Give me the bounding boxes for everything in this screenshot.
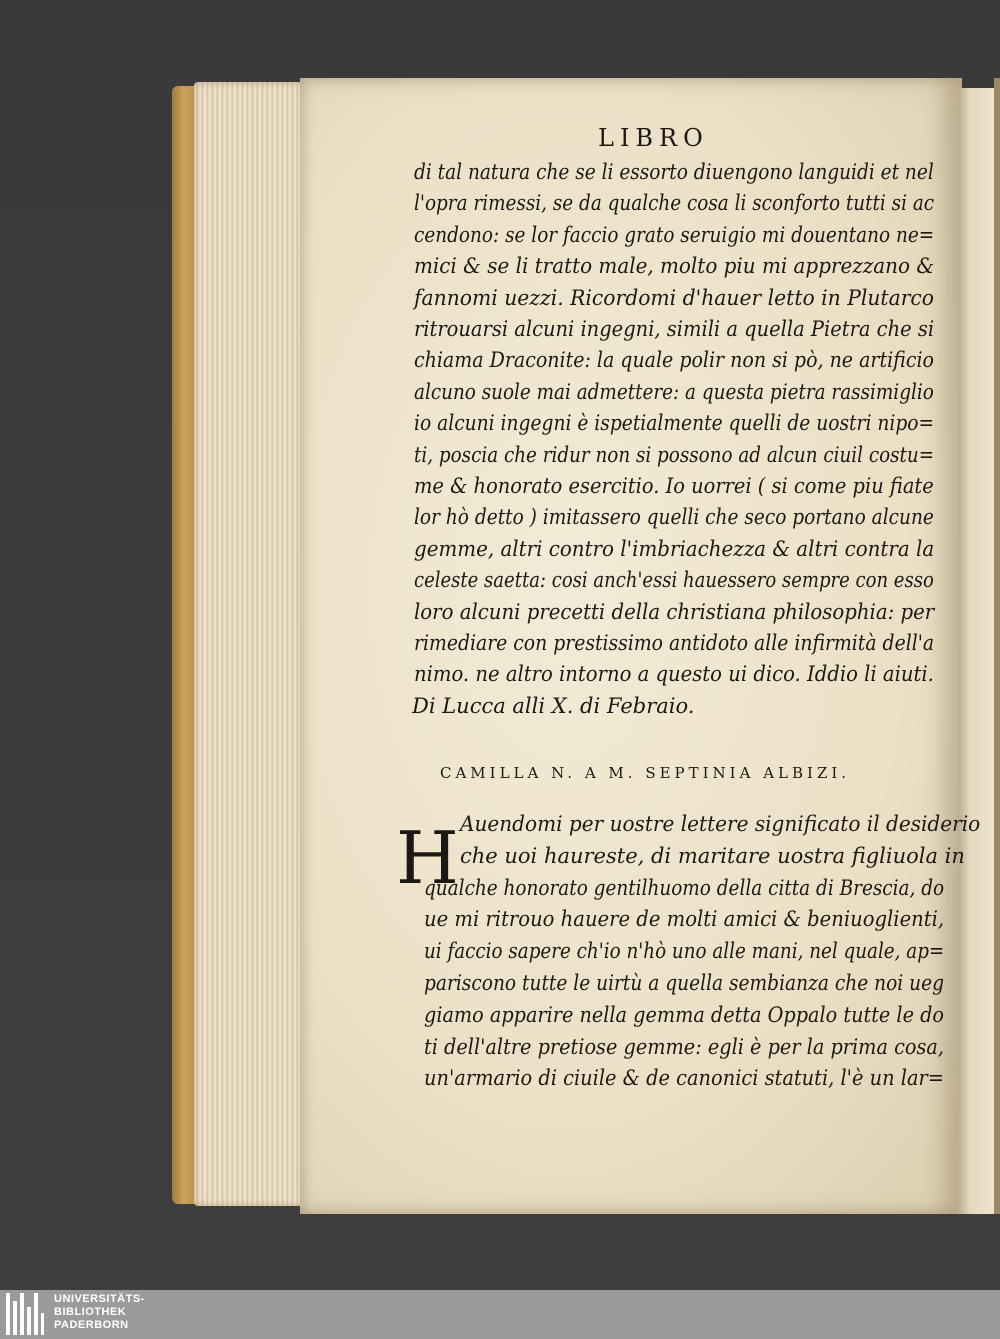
text-line: fannomi uezzi. Ricordomi d'hauer letto in Plutarco xyxy=(414,285,935,310)
library-name-line2: BIBLIOTHEK xyxy=(54,1306,127,1318)
running-head: LIBRO xyxy=(598,124,709,152)
text-line: celeste saetta: cosi anch'essi hauessero sempre con esso xyxy=(414,568,934,593)
book-cover-right xyxy=(994,78,1000,1214)
text-line: che uoi haureste, di maritare uostra figliuola in xyxy=(460,843,965,868)
library-footer-bar xyxy=(0,1290,1000,1339)
text-line: rimediare con prestissimo antidoto alle infirmità dell'a xyxy=(414,631,935,655)
text-line: ui faccio sapere ch'io n'hò uno alle mani, nel quale, ap= xyxy=(424,939,945,964)
text-line: ritrouarsi alcuni ingegni, simili a quella Pietra che si xyxy=(414,317,935,341)
text-line: nimo. ne altro intorno a questo ui dico. Iddio li aiuti. xyxy=(414,662,934,687)
text-line: cendono: se lor faccio grato seruigio mi douentano ne= xyxy=(414,222,935,247)
text-line: mici & se li tratto male, molto piu mi apprezzano & xyxy=(414,254,935,279)
drop-cap: H xyxy=(396,816,459,900)
library-logo-icon xyxy=(6,1293,46,1335)
text-line: ue mi ritrouo hauere de molti amici & beniuoglienti, xyxy=(424,907,945,932)
text-line: l'opra rimessi, se da qualche cosa li sconforto tutti si ac xyxy=(414,191,935,216)
text-line: lor hò detto ) imitassero quelli che seco portano alcune xyxy=(414,505,934,530)
library-name xyxy=(54,1293,145,1332)
text-line: di tal natura che se li essorto diuengono languidi et nel xyxy=(414,160,934,184)
text-line: ti, poscia che ridur non si possono ad alcun ciuil costu= xyxy=(414,442,935,467)
library-name-line3: PADERBORN xyxy=(54,1319,129,1331)
text-line: ti dell'altre pretiose gemme: egli è per la prima cosa, xyxy=(424,1034,945,1059)
text-line: Di Lucca alli X. di Febraio. xyxy=(412,693,695,718)
text-line: un'armario di ciuile & de canonici statuti, l'è un lar= xyxy=(424,1066,945,1091)
text-line: alcuno suole mai admettere: a questa pietra rassimiglio xyxy=(414,379,934,404)
text-line: gemme, altri contro l'imbriachezza & altri contra la xyxy=(414,536,935,561)
page-fore-edge xyxy=(194,82,304,1206)
letter-heading: CAMILLA N. A M. SEPTINIA ALBIZI. xyxy=(440,764,851,782)
text-line: Auendomi per uostre lettere significato il desiderio xyxy=(460,812,981,836)
text-line: io alcuni ingegni è ispetialmente quelli de uostri nipo= xyxy=(414,411,935,436)
text-line: parisconо tutte le uirtù a quella sembianza che noi ueg xyxy=(424,971,945,995)
text-line: chiama Draconite: la quale polir non si pò, ne artificio xyxy=(414,348,934,373)
text-line: loro alcuni precetti della christiana philosophia: per xyxy=(414,599,935,624)
library-name-line1: UNIVERSITÄTS- xyxy=(54,1293,145,1305)
text-line: me & honorato esercitio. Io uorrei ( si come piu fiate xyxy=(414,474,934,498)
text-line: qualche honorato gentilhuomo della citta di Brescia, do xyxy=(424,875,945,900)
text-line: giamo apparire nella gemma detta Oppalo tutte le do xyxy=(424,1002,944,1027)
